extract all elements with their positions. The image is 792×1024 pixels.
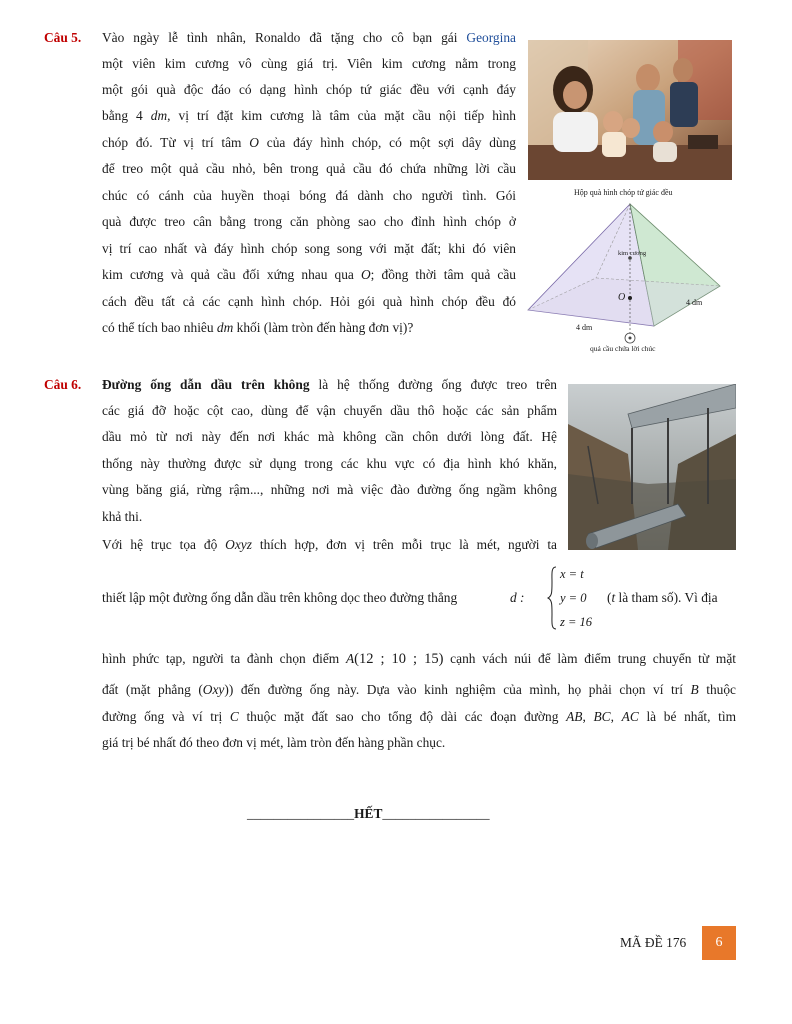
q6-pipeline-photo	[568, 384, 736, 550]
line-c-1: đường ống và ví trị	[102, 709, 230, 724]
q6-line-def: thiết lập một đường ống dẫn dầu trên không dọc theo đường thẳng	[102, 590, 458, 605]
line-b-3: thuộc	[698, 682, 736, 697]
q6-line: các giá đỡ hoặc cột cao, dùng để vận chuyển dầu thô hoặc các sản phẩm	[102, 403, 557, 418]
q5-line	[102, 135, 516, 151]
q5-line-seg: Vào ngày lễ tình nhân, Ronaldo đã tặng cho cô bạn gái	[102, 30, 467, 45]
line-c-AC: AC	[621, 709, 639, 724]
diagram-edge-left: 4 dm	[576, 323, 593, 332]
line-c-AB: AB	[566, 709, 583, 724]
family-photo-icon	[528, 40, 732, 180]
q5-line-seg: kim cương và quả cầu đối xứng nhau qua	[102, 267, 361, 282]
end-rule-left: ________________	[247, 806, 355, 821]
q5-line: chúc có cánh của huyền thoại bóng đá dành cho người tình. Gói	[102, 188, 516, 203]
q5-line-seg: O	[361, 267, 371, 282]
q5-line-seg: ; đồng thời tâm quả cầu	[370, 267, 517, 282]
pyramid-icon	[526, 186, 738, 358]
q6-coord-line	[102, 537, 557, 553]
q6-bold-term: Đường ống dẫn dầu trên không	[102, 377, 310, 392]
q5-line-seg: , vị trí đặt kim cương là tâm của mặt cầu nội tiếp hình	[167, 108, 517, 123]
line-c-sep1: ,	[582, 709, 594, 724]
diagram-inner-label: kim cương	[618, 250, 647, 257]
q5-label: Câu 5.	[44, 30, 82, 45]
q6-line-b	[102, 682, 736, 698]
q5-line: một gói quà độc đáo có dạng hình chóp tứ giác đều với cạnh đáy	[102, 82, 516, 97]
system-z: z = 16	[560, 615, 593, 629]
q6-first-line	[102, 377, 557, 393]
param-rest: là tham số). Vì địa	[615, 590, 718, 605]
q5-line	[102, 108, 516, 124]
end-rule-right: ________________	[382, 806, 490, 821]
q5-line: cách đều tất cả các cạnh hình chóp. Hỏi gói quà hình chóp đều đó	[102, 294, 516, 309]
system-brace-icon	[547, 566, 557, 630]
q6-line-c	[102, 709, 736, 725]
line-a-2: cạnh vách núi để làm điểm trung chuyển từ mặt	[443, 651, 736, 666]
diagram-center-label: O	[618, 292, 626, 303]
q6-first-rest: là hệ thống đường ống được treo trên	[309, 377, 558, 392]
q5-line	[102, 30, 516, 46]
line-c-3: là bé nhất, tìm	[638, 709, 737, 724]
q6-d-label: d :	[510, 590, 525, 605]
q5-line-seg: bằng 4	[102, 108, 151, 123]
q5-family-photo	[528, 40, 732, 180]
q5-line-seg: Georgina	[466, 30, 516, 45]
q5-line-seg: khối (làm tròn đến hàng đơn vị)?	[233, 320, 414, 335]
q5-line-seg: của đáy hình chóp, có một sợi dây dùng	[258, 135, 516, 150]
q6-line-a	[102, 651, 736, 667]
system-x: x = t	[560, 567, 584, 581]
line-a-A: A	[345, 651, 355, 666]
q6-line: thống này thường được sử dụng trong các khu vực có địa hình khó khăn,	[102, 456, 557, 471]
q6-line: dầu mỏ từ nơi này đến nơi khác mà không cần chôn dưới lòng đất. Hệ	[102, 429, 557, 444]
param-open: (	[607, 590, 612, 605]
diagram-title: Hộp quà hình chóp tứ giác đều	[574, 188, 673, 197]
coord-oxyz: Oxyz	[225, 537, 252, 552]
system-y: y = 0	[560, 591, 587, 605]
end-marker	[247, 806, 490, 822]
page-number: 6	[702, 926, 736, 960]
q5-line: vị trí cao nhất và đáy hình chóp song song với mặt đất; khi đó viên	[102, 241, 516, 256]
line-b-1: đất (mặt phẳng (	[102, 682, 203, 697]
diagram-bottom-label: quả cầu chứa lời chúc	[590, 344, 656, 353]
end-text: HẾT	[354, 806, 383, 821]
q5-line: để treo một quả cầu nhỏ, bên trong quả cầu đó chứa những lời cầu	[102, 161, 516, 176]
line-c-BC: BC	[593, 709, 611, 724]
line-c-sep2: ,	[610, 709, 622, 724]
line-a-1: hình phức tạp, người ta đành chọn điểm	[102, 651, 346, 666]
pipeline-photo-icon	[568, 384, 736, 550]
line-c-C: C	[229, 709, 239, 724]
q6-line: khả thi.	[102, 509, 143, 524]
q5-line: quà được treo cân bằng trong căn phòng sao cho đỉnh hình chóp ở	[102, 214, 516, 229]
diagram-edge-right: 4 dm	[686, 298, 703, 307]
line-b-B: B	[690, 682, 699, 697]
line-a-coords: (12 ; 10 ; 15)	[354, 651, 444, 667]
q5-line-seg: dm	[216, 320, 234, 335]
q5-line	[102, 320, 413, 336]
param-t: t	[611, 590, 616, 605]
q5-line	[102, 267, 516, 283]
q6-label: Câu 6.	[44, 377, 82, 392]
coord-text-a: Với hệ trục tọa độ	[102, 537, 226, 552]
q5-line-seg: dm	[150, 108, 168, 123]
q5-line-seg: O	[249, 135, 259, 150]
q5-line-seg: có thể tích bao nhiêu	[102, 320, 217, 335]
q6-line-d: giá trị bé nhất đó theo đơn vị mét, làm tròn đến hàng phần chục.	[102, 735, 446, 750]
line-b-oxy: Oxy	[202, 682, 225, 697]
q6-line: vùng băng giá, rừng rậm..., những nơi mà việc đào đường ống ngầm không	[102, 482, 557, 497]
q5-line-seg: chóp đó. Từ vị trí tâm	[102, 135, 250, 150]
q5-pyramid-diagram	[526, 186, 738, 358]
line-c-2: thuộc mặt đất sao cho tổng độ dài các đoạn đường	[238, 709, 567, 724]
exam-code: MÃ ĐỀ 176	[620, 935, 687, 950]
line-b-2: )) đến đường ống này. Dựa vào kinh nghiệm của mình, họ phải chọn ví trí	[224, 682, 691, 697]
q6-param-note	[607, 590, 718, 606]
coord-text-b: thích hợp, đơn vị trên mỗi trục là mét, người ta	[251, 537, 557, 552]
q5-line: một viên kim cương vô cùng giá trị. Viên kim cương nằm trong	[102, 56, 516, 71]
